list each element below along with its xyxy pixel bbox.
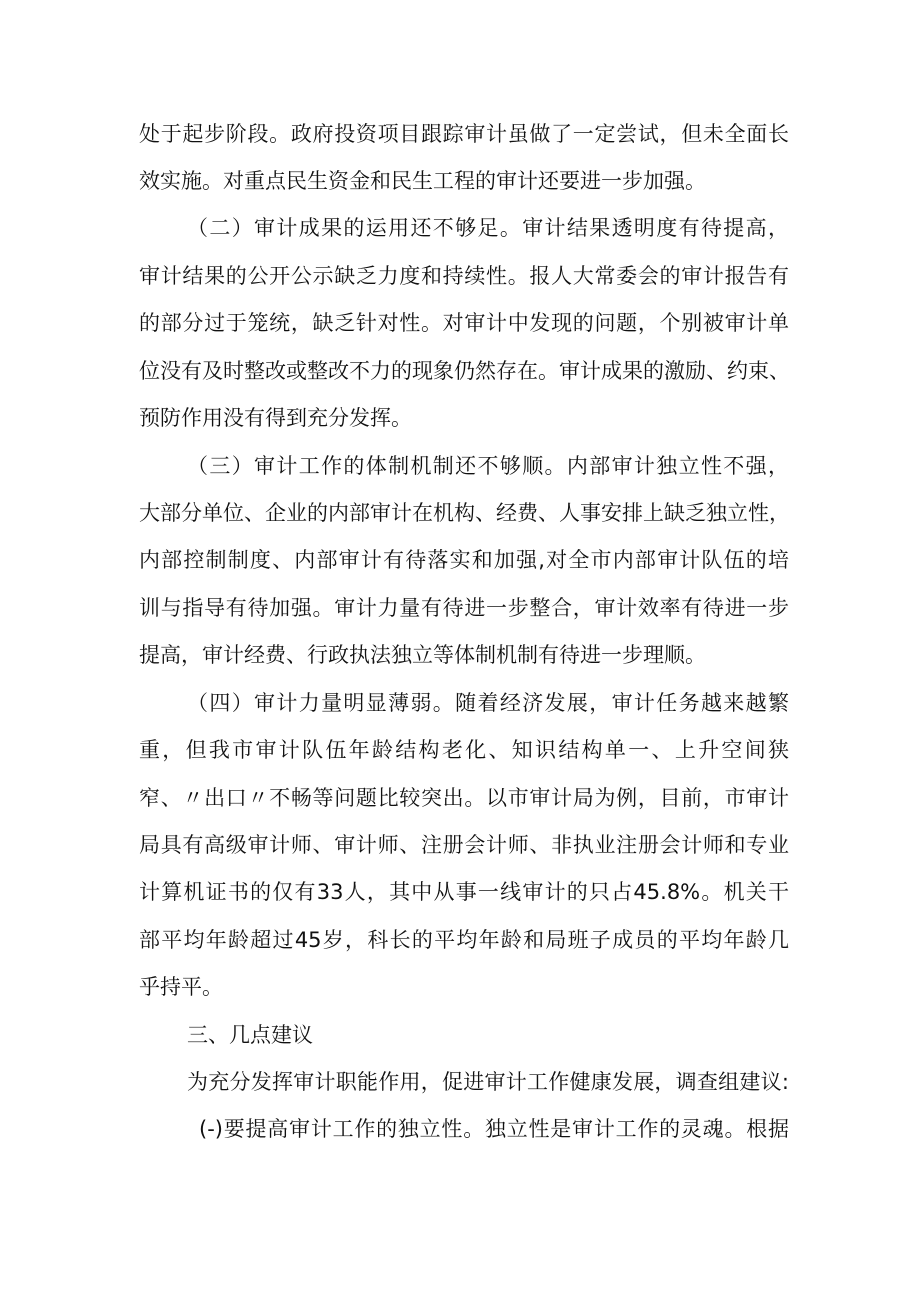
- text-line: 内部控制制度、内部审计有待落实和加强,对全市内部审计队伍的培: [139, 548, 789, 572]
- section-heading-line: （二）审计成果的运用还不够足。审计结果透明度有待提高，: [187, 216, 789, 240]
- section-heading-line: （四）审计力量明显薄弱。随着经济发展，审计任务越来越繁: [187, 691, 789, 715]
- text-line: 的部分过于笼统，缺乏针对性。对审计中发现的问题，个别被审计单: [139, 311, 789, 335]
- text-line: 提高，审计经费、行政执法独立等体制机制有待进一步理顺。: [139, 643, 706, 667]
- text-line: 位没有及时整改或整改不力的现象仍然存在。审计成果的激励、约束、: [139, 359, 790, 383]
- text-line: 局具有高级审计师、审计师、注册会计师、非执业注册会计师和专业: [139, 833, 789, 857]
- text-line: 重，但我市审计队伍年龄结构老化、知识结构单一、上升空间狭: [139, 738, 789, 762]
- text-line: 预防作用没有得到充分发挥。: [139, 406, 412, 430]
- text-line: 部平均年龄超过45岁，科长的平均年龄和局班子成员的平均年龄几: [139, 928, 789, 952]
- text-line: 训与指导有待加强。审计力量有待进一步整合，审计效率有待进一步: [139, 596, 789, 620]
- text-line: 大部分单位、企业的内部审计在机构、经费、人事安排上缺乏独立性，: [139, 501, 790, 525]
- text-line: (-)要提高审计工作的独立性。独立性是审计工作的灵魂。根据: [199, 1117, 789, 1141]
- section-heading-line: （三）审计工作的体制机制还不够顺。内部审计独立性不强，: [187, 454, 789, 478]
- text-line: 窄、〃出口〃不畅等问题比较突出。以市审计局为例，目前，市审计: [139, 786, 789, 810]
- text-line: 乎持平。: [139, 975, 223, 999]
- text-line: 为充分发挥审计职能作用，促进审计工作健康发展，调查组建议:: [187, 1070, 789, 1094]
- text-line: 处于起步阶段。政府投资项目跟踪审计虽做了一定尝试，但未全面长: [139, 122, 789, 146]
- section-title: 三、几点建议: [187, 1023, 313, 1047]
- text-line: 计算机证书的仅有33人，其中从事一线审计的只占45.8%。机关干: [139, 880, 789, 904]
- text-line: 效实施。对重点民生资金和民生工程的审计还要进一步加强。: [139, 169, 706, 193]
- text-line: 审计结果的公开公示缺乏力度和持续性。报人大常委会的审计报告有: [139, 264, 789, 288]
